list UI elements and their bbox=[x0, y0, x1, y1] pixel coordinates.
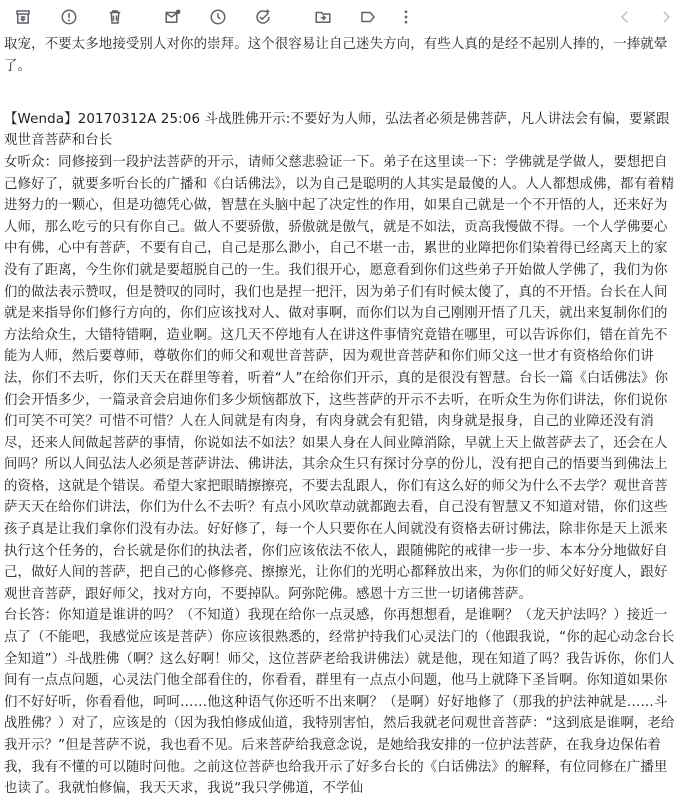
move-to-icon[interactable] bbox=[312, 6, 334, 28]
message-toolbar bbox=[0, 0, 689, 34]
paragraph-top: 取宠，不要太多地接受别人对你的崇拜。这个很容易让自己迷失方向，有些人真的是经不起别人捧的，一捧就晕了。 bbox=[4, 37, 668, 74]
chevron-right-icon[interactable] bbox=[655, 6, 677, 28]
label-icon[interactable] bbox=[357, 6, 379, 28]
report-spam-icon[interactable] bbox=[58, 6, 80, 28]
snooze-icon[interactable] bbox=[207, 6, 229, 28]
email-body bbox=[4, 34, 681, 803]
paragraph-header: 【Wenda】20170312A 25:06 斗战胜佛开示:不要好为人师，弘法者必须是佛菩萨，凡人讲法会有偏，要紧跟观世音菩萨和台长 bbox=[4, 111, 670, 149]
mark-unread-icon[interactable] bbox=[162, 6, 184, 28]
paragraph-body: 女听众：同修接到一段护法菩萨的开示，请师父慈悲验证一下。弟子在这里读一下：学佛就是学做人，要想把自己修好了，就要多听台长的广播和《白话佛法》，以为自己是聪明的人其实是最傻的人。人人都想成佛，都有着精进努力的一颗心，但是功德凭心做，智慧在头脑中起了决定性的作用，如果自己就是一个不开悟的人，还来好为人师，那么吃亏的只有你自己。做人不要骄傲，骄傲就是傲气，就是不如法，贡高我慢做不得。一个人学佛要心中有佛，心中有菩萨，不要有自己，自己是那么渺小，自己不堪一击，累世的业障把你们染着得已经离天上的家没有了距离，今生你们就是要超脱自己的一生。我们很开心，愿意看到你们这些弟子开始做人学佛了，我们为你们的做法表示赞叹，但是赞叹的同时，我们也是捏一把汗，因为弟子们有时候太傻了，真的不开悟。台长在人间就是来指导你们修行方向的，你们应该找对人、做对事啊，而你们以为自己刚刚开悟了几天，就出来复制你们的方法给众生，大错特错啊，造业啊。这几天不停地有人在讲这件事情究竟错在哪里，可以告诉你们，错在首先不能为人师，然后要尊师，尊敬你们的师父和观世音菩萨，因为观世音菩萨和你们师父这一世才有资格给你们讲法，你们不去听，你们天天在群里等着，听着“人”在给你们开示，真的是很没有智慧。台长一篇《白话佛法》你们会开悟多少，一篇录音会启迪你们多少烦恼都放下，这些菩萨的开示不去听，在听众生为你们讲法，你们说你们可笑不可笑？可惜不可惜？人在人间就是有肉身，有肉身就会有犯错，肉身就是报身，自己的业障还没有消尽，还来人间做起菩萨的事情，你说如法不如法？如果人身在人间业障消除，早就上天上做菩萨去了，还会在人间吗？所以人间弘法人必须是菩萨讲法、佛讲法，其余众生只有探讨分享的份儿，没有把自己的悟要当到佛法上的资格，这就是个错误。希望大家把眼睛擦擦亮，不要去乱跟人，你们有这么好的师父为什么不去学？观世音菩萨天天在给你们讲法，你们为什么不去听？有点小风吹草动就都跑去看，自己没有智慧又不知道对错，你们这些孩子真是让我们拿你们没有办法。好好修了，每一个人只要你在人间就没有资格去研讨佛法，除非你是天上派来执行这个任务的，台长就是你们的执法者，你们应该依法不依人，跟随佛陀的戒律一步一步、本本分分地做好自己，做好人间的菩萨，把自己的心修修亮、擦擦光，让你们的光明心都释放出来，为你们的师父好好度人，跟好观世音菩萨，跟好师父，找对方向，不要掉队。阿弥陀佛。感恩十方三世一切诸佛菩萨。 bbox=[4, 154, 675, 602]
delete-icon[interactable] bbox=[104, 6, 126, 28]
chevron-left-icon[interactable] bbox=[614, 6, 636, 28]
more-vert-icon[interactable] bbox=[395, 6, 417, 28]
paragraph-dialog: 台长答：你知道是谁讲的吗？（不知道）我现在给你一点灵感，你再想想看，是谁啊？（龙天护法吗？）接近一点了（不能吧，我感觉应该是菩萨）你应该很熟悉的，经常护持我们心灵法门的（他跟我说，“你的起心动念台长全知道”）斗战胜佛（啊？这么好啊！师父，这位菩萨老给我讲佛法）就是他，现在知道了吗？我告诉你，你们人间有一点点问题，心灵法门他全部看住的，你看看，群里有一点点小问题，他马上就降下圣旨啊。你知道如果你们不好好听，你看看他，呵呵……他这种语气你还听不出来啊？（是啊）好好地修了（那我的护法神就是……斗战胜佛？）对了，应该是的（因为我怕修成仙道，我特别害怕，然后我就老问观世音菩萨：“这到底是谁啊，老给我开示？”但是菩萨不说，我也看不见。后来菩萨给我意念说，是她给我安排的一位护法菩萨，在我身边保佑着我，我有不懂的可以随时问他。之前这位菩萨也给我开示了好多台长的《白话佛法》的解释，有位同修在广播里也读了。我就怕修偏，我天天求，我说“我只学佛道，不学仙 bbox=[4, 608, 675, 797]
add-task-icon[interactable] bbox=[252, 6, 274, 28]
archive-icon[interactable] bbox=[12, 6, 34, 28]
